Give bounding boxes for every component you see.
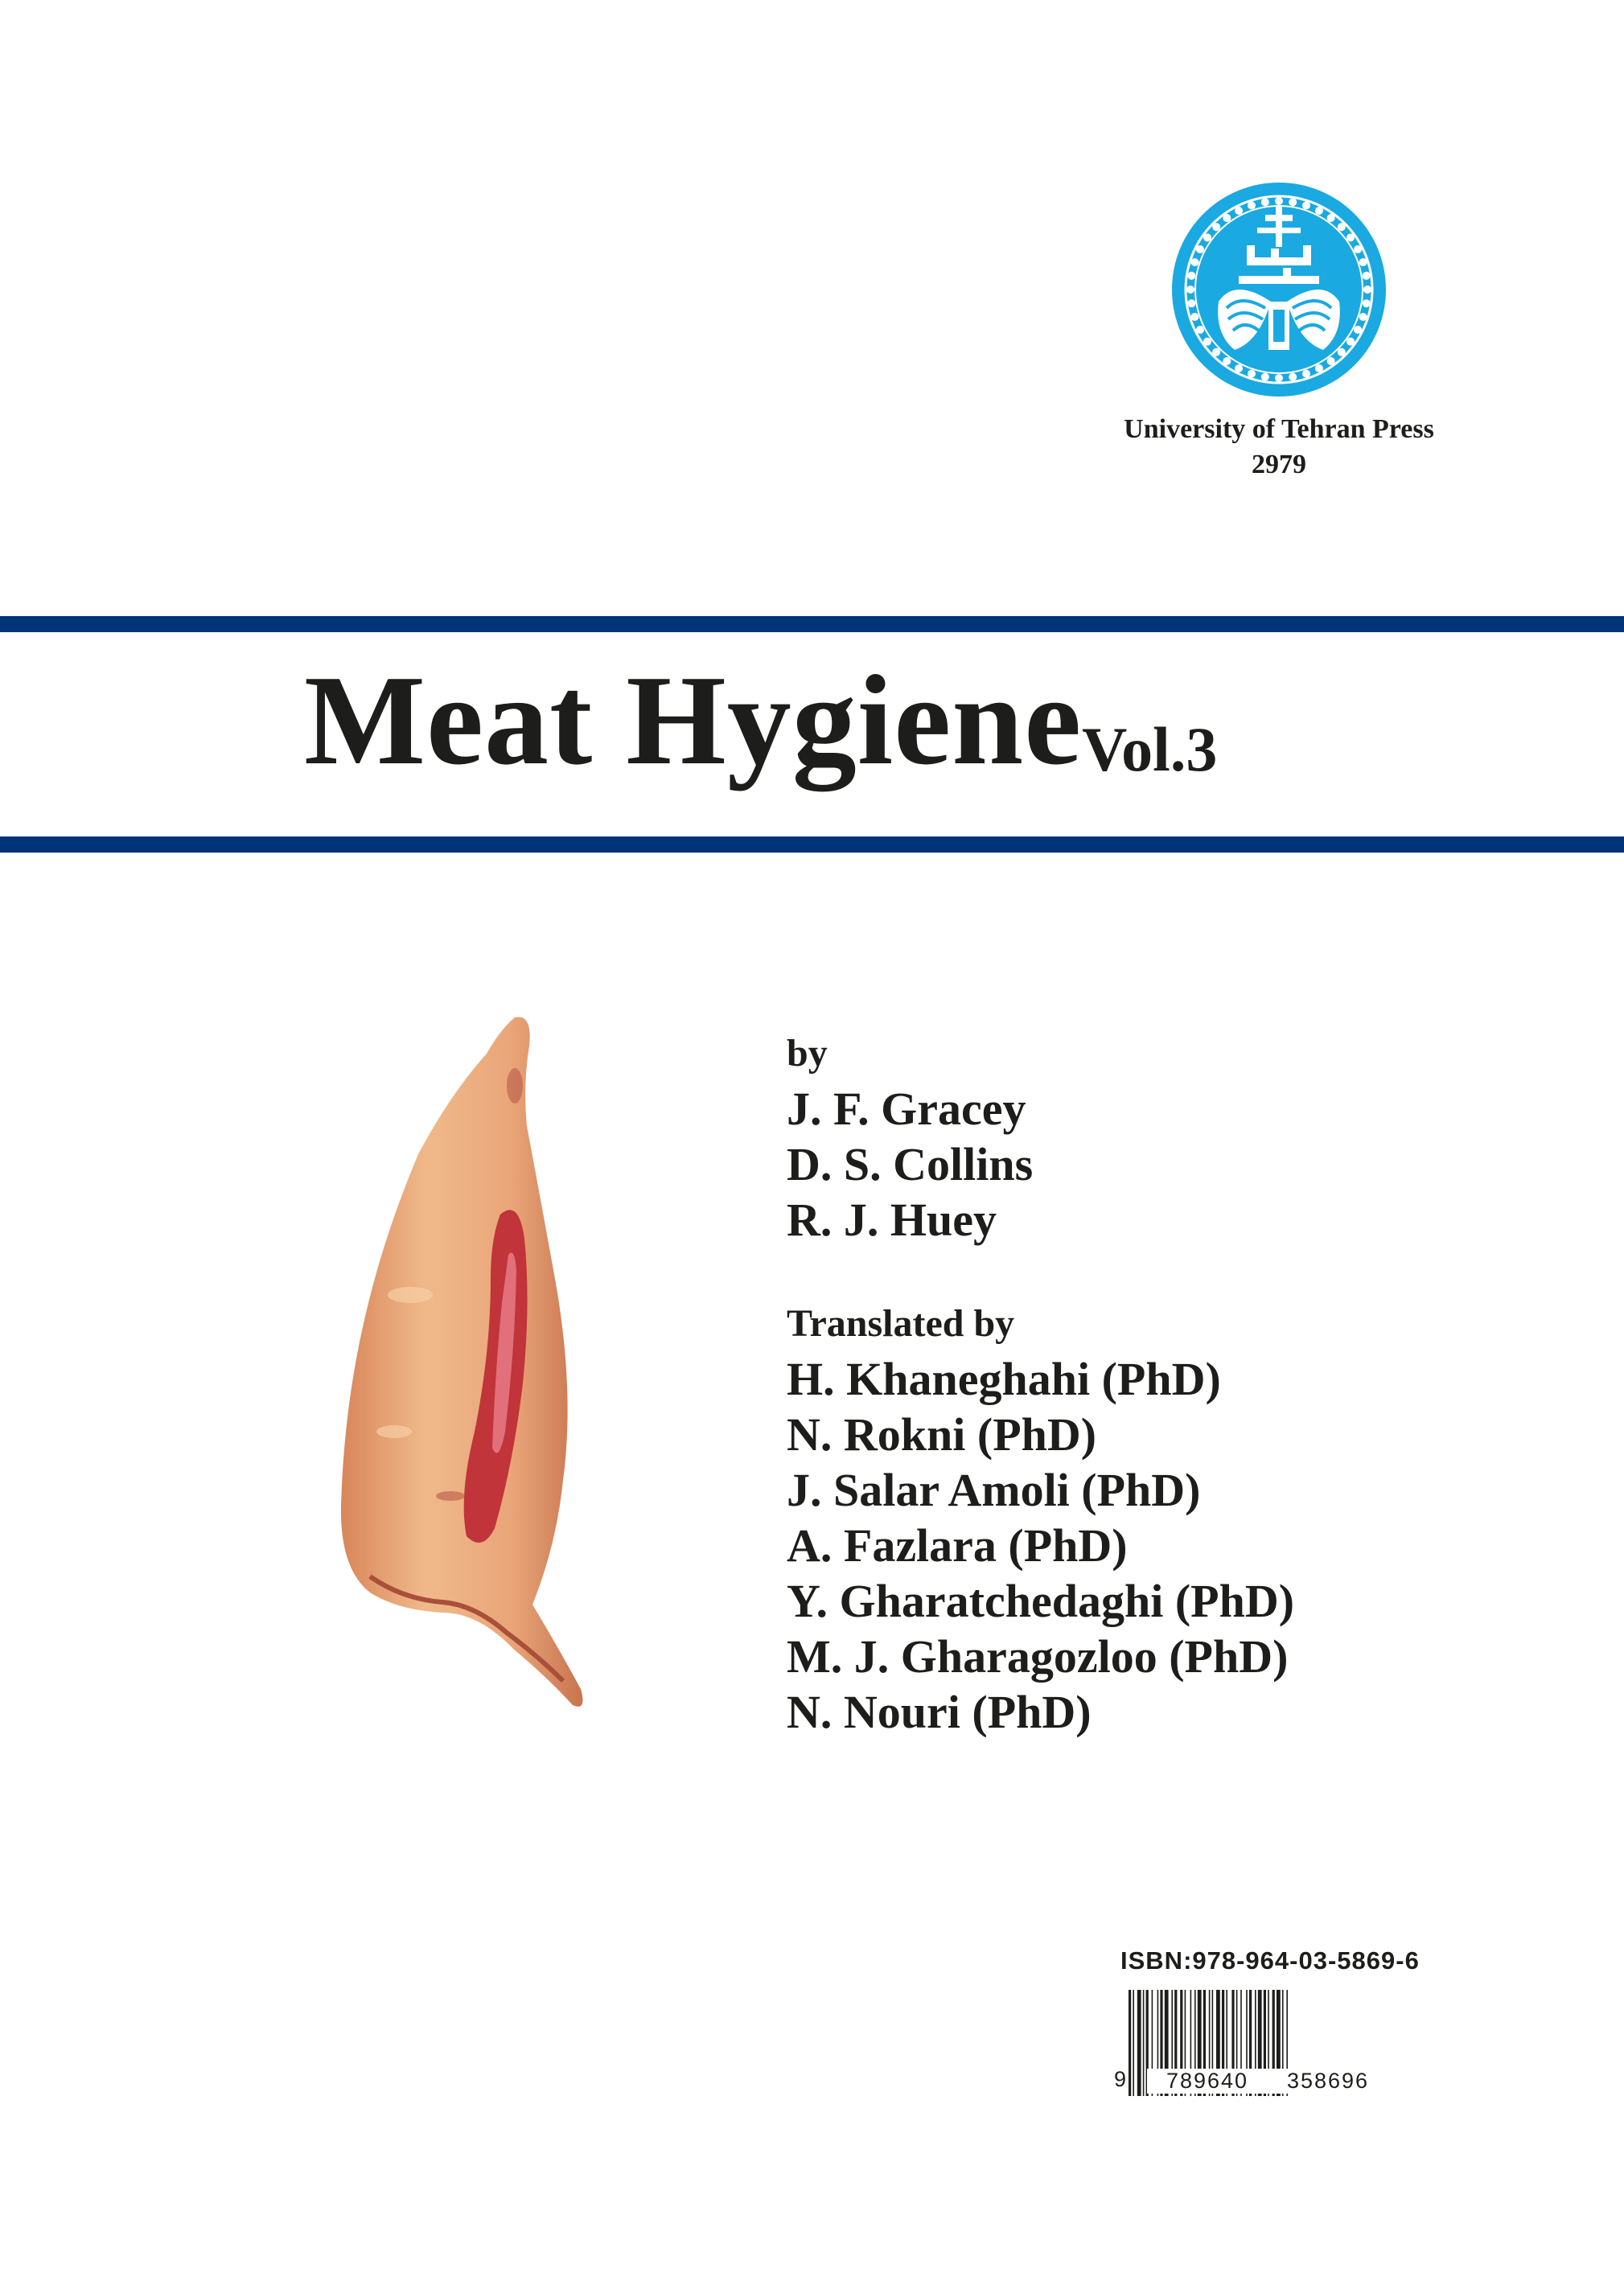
barcode-digits-left: 789640: [1147, 2069, 1268, 2094]
author-name: J. F. Gracey: [787, 1083, 1026, 1135]
publisher-block: [1046, 412, 1512, 483]
author-name: R. J. Huey: [787, 1194, 997, 1246]
svg-text:دانشگاه تهران: دانشگاه تهران: [1279, 380, 1284, 381]
volume-label: Vol.3: [1082, 714, 1218, 784]
university-logo-icon: [1170, 181, 1388, 398]
translator-name: M. J. Gharagozloo (PhD): [787, 1630, 1289, 1683]
translator-name: N. Rokni (PhD): [787, 1408, 1097, 1461]
meat-carcass-image: [322, 1013, 595, 1721]
top-title-rule: [0, 616, 1624, 632]
translators-label: Translated by: [787, 1302, 1015, 1345]
authors-label: by: [787, 1032, 828, 1075]
translator-name: N. Nouri (PhD): [787, 1686, 1092, 1738]
translator-name: H. Khaneghahi (PhD): [787, 1353, 1221, 1405]
barcode-digits-right: 358696: [1268, 2069, 1388, 2094]
author-name: D. S. Collins: [787, 1138, 1034, 1190]
translator-name: J. Salar Amoli (PhD): [787, 1464, 1201, 1516]
translator-name: Y. Gharatchedaghi (PhD): [787, 1575, 1295, 1627]
isbn-label: ISBN:978-964-03-5869-6: [1120, 1946, 1420, 1975]
credits-spacer: [787, 1247, 1294, 1296]
bottom-title-rule: [0, 836, 1624, 853]
credits-block: [787, 1025, 1294, 1740]
barcode-lead-digit: 9: [1114, 2067, 1127, 2091]
publisher-name: University of Tehran Press: [1124, 414, 1434, 444]
publication-number: 2979: [1252, 450, 1306, 479]
translator-name: A. Fazlara (PhD): [787, 1519, 1128, 1572]
book-title: Meat Hygiene: [304, 648, 1083, 791]
